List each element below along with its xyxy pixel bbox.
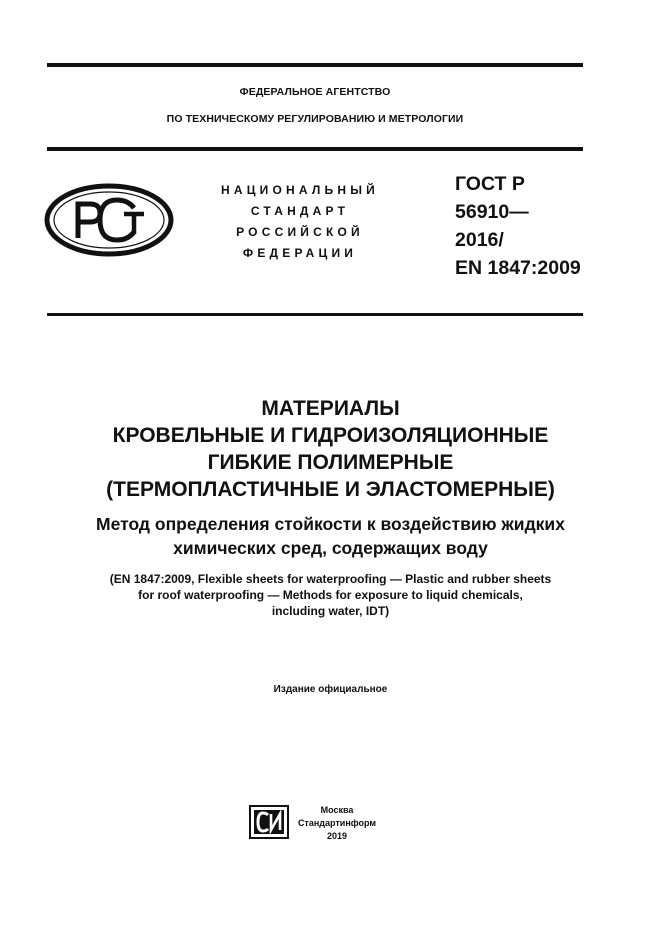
designation-line-3: 2016/ <box>455 229 504 251</box>
standard-type-line-4: ФЕДЕРАЦИИ <box>242 246 358 260</box>
publisher-name: Стандартинформ <box>297 818 377 828</box>
designation-line-4: EN 1847:2009 <box>455 257 581 279</box>
document-title <box>30 395 631 503</box>
title-line-2: КРОВЕЛЬНЫЕ И ГИДРОИЗОЛЯЦИОННЫЕ <box>112 424 549 447</box>
standard-type-line-1: НАЦИОНАЛЬНЫЙ <box>220 183 380 197</box>
en-title-line-2: for roof waterproofing — Methods for exposure to liquid chemicals, <box>138 588 523 602</box>
designation-rule <box>47 313 583 316</box>
top-rule <box>47 63 583 67</box>
subtitle-line-1: Метод определения стойкости к воздействию жидких <box>96 514 565 534</box>
agency-line-2: ПО ТЕХНИЧЕСКОМУ РЕГУЛИРОВАНИЮ И МЕТРОЛОГИИ <box>166 113 464 125</box>
subtitle-line-2: химических сред, содержащих воду <box>173 538 488 558</box>
designation-line-1: ГОСТ Р <box>455 173 525 195</box>
standard-type-line-2: СТАНДАРТ <box>250 204 350 218</box>
header-rule <box>47 147 583 151</box>
en-title-line-3: including water, IDT) <box>271 604 390 618</box>
edition-label: Издание официальное <box>273 684 388 695</box>
title-line-3: ГИБКИЕ ПОЛИМЕРНЫЕ <box>207 451 454 474</box>
document-subtitle <box>30 512 631 560</box>
gost-r-logo-icon <box>44 182 174 258</box>
standartinform-logo-icon <box>249 805 289 839</box>
agency-line-1: ФЕДЕРАЛЬНОЕ АГЕНТСТВО <box>239 86 391 98</box>
standard-designation <box>455 170 595 282</box>
publisher-city: Москва <box>320 805 354 815</box>
english-title <box>30 571 631 619</box>
title-line-4: (ТЕРМОПЛАСТИЧНЫЕ И ЭЛАСТОМЕРНЫЕ) <box>106 478 555 501</box>
publisher-block <box>292 804 382 843</box>
designation-line-2: 56910— <box>455 201 529 223</box>
standard-type-line-3: РОССИЙСКОЙ <box>236 225 364 239</box>
standard-type-block <box>205 180 395 264</box>
publisher-year: 2019 <box>326 831 348 841</box>
en-title-line-1: (EN 1847:2009, Flexible sheets for waterproofing — Plastic and rubber sheets <box>109 572 552 586</box>
title-line-1: МАТЕРИАЛЫ <box>261 397 400 420</box>
